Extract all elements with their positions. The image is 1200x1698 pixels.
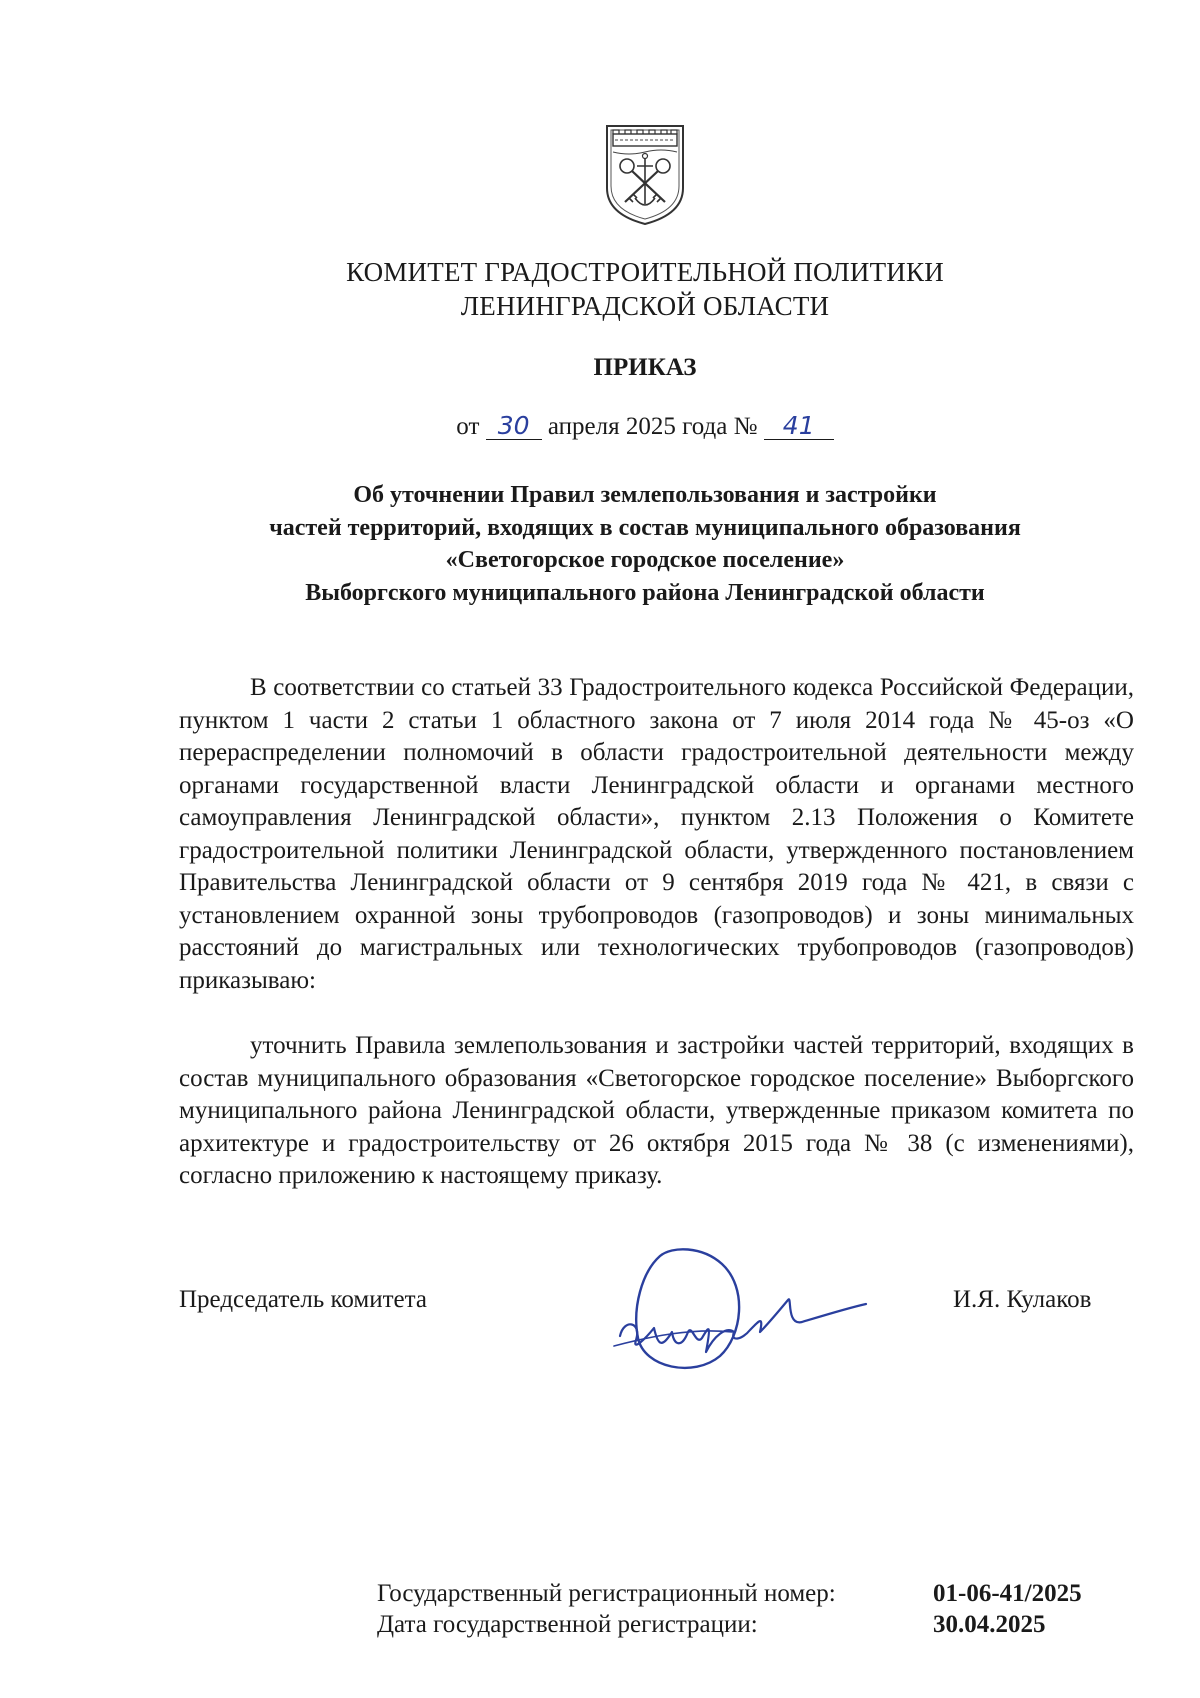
date-prefix: от xyxy=(456,413,480,440)
body-paragraph-preamble: В соответствии со статьей 33 Градостроительного кодекса Российской Федерации, пунктом 1 части 2 статьи 1 областного закона от 7 июля 2014 года № 45-оз «О перераспределении полномочий в области градостроительной деятельности между органами государственной власти Ленинградской области и органами местного самоуправления Ленинградской области», пунктом 2.13 Положения о Комитете градостроительной политики Ленинградской области, утвержденного постановлением Правительства Ленинградской области от 9 сентября 2019 года № 421, в связи с установлением охранной зоны трубопроводов (газопроводов) и зоны минимальных расстояний до магистральных или технологических трубопроводов (газопроводов) приказываю: xyxy=(179,674,1134,994)
document-type: ПРИКАЗ xyxy=(593,354,697,381)
handwritten-signature xyxy=(602,1228,872,1378)
body-paragraph-order: уточнить Правила землепользования и застройки частей территорий, входящих в состав муниципального образования «Светогорское городское поселение» Выборгского муниципального района Ленинградской области, утвержденные приказом комитета по архитектуре и градостроительству от 26 октября 2015 года № 38 (с изменениями), согласно приложению к настоящему приказу. xyxy=(179,1032,1134,1189)
organization-name-line1: КОМИТЕТ ГРАДОСТРОИТЕЛЬНОЙ ПОЛИТИКИ xyxy=(346,257,944,287)
subject-line: частей территорий, входящих в состав муниципального образования xyxy=(269,514,1021,541)
organization-name-line2: ЛЕНИНГРАДСКОЙ ОБЛАСТИ xyxy=(460,291,830,321)
date-number-line xyxy=(0,413,1200,441)
signer-name: И.Я. Кулаков xyxy=(953,1286,1092,1313)
registration-number-label: Государственный регистрационный номер: xyxy=(377,1580,836,1607)
subject-line: Выборгского муниципального района Ленинградской области xyxy=(305,579,985,606)
document-subject xyxy=(0,479,1200,609)
subject-line: Об уточнении Правил землепользования и застройки xyxy=(353,482,937,508)
subject-line: «Светогорское городское поселение» xyxy=(445,547,845,573)
registration-date-value: 30.04.2025 xyxy=(933,1611,1046,1638)
registration-date-label: Дата государственной регистрации: xyxy=(377,1611,758,1638)
registration-number-value: 01-06-41/2025 xyxy=(933,1580,1082,1607)
number-sign: № xyxy=(733,413,758,440)
date-month-year: апреля 2025 года xyxy=(547,413,728,440)
handwritten-day: 30 xyxy=(486,413,542,440)
coat-of-arms-icon xyxy=(603,122,687,226)
signer-title: Председатель комитета xyxy=(179,1286,427,1313)
handwritten-number: 41 xyxy=(764,413,834,440)
